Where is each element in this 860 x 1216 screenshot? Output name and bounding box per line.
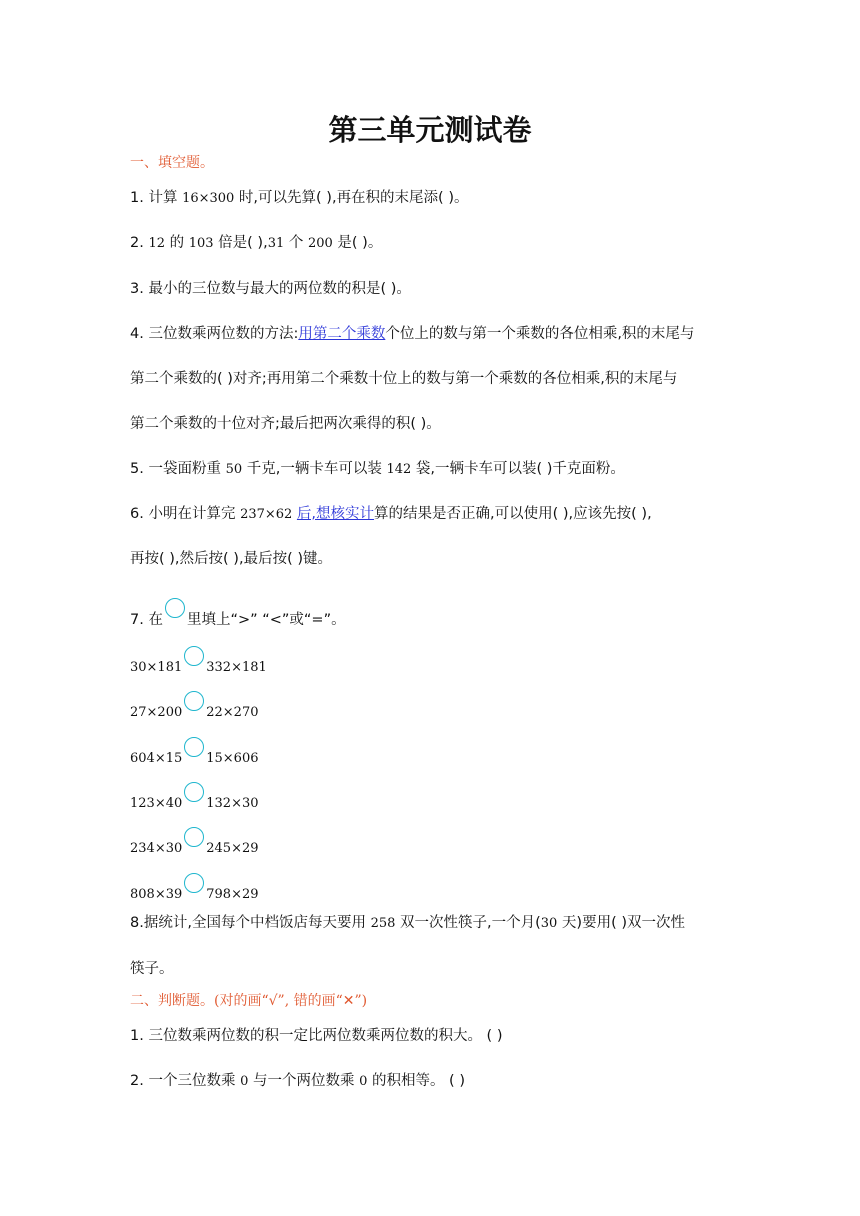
q2-text-i: 是( )。 bbox=[332, 235, 383, 251]
section-true-false: 二、判断题。(对的画“√”, 错的画“✕”) bbox=[130, 993, 368, 1009]
comparison-left: 234×30 bbox=[130, 841, 183, 856]
judge-2 bbox=[130, 1069, 465, 1090]
question-4 bbox=[130, 322, 694, 343]
comparison-left: 27×200 bbox=[130, 705, 183, 720]
q7-text-b: 里填上“>” “<”或“=”。 bbox=[186, 612, 346, 628]
q6-text-a: 6. 小明在计算完 bbox=[130, 506, 241, 522]
q8-text-c: 双一次性筷子,一个月( bbox=[395, 915, 541, 931]
q4-text-a: 4. 三位数乘两位数的方法: bbox=[130, 326, 299, 342]
comparison-right: 22×270 bbox=[206, 705, 259, 720]
q6-link[interactable]: 后,想核实计 bbox=[296, 506, 375, 522]
page-title: 第三单元测试卷 bbox=[328, 113, 532, 147]
q5-number-b: 50 bbox=[225, 462, 243, 477]
q6-number: 237×62 bbox=[240, 507, 293, 522]
comparison-left: 808×39 bbox=[130, 887, 183, 902]
q2-number-f: 31 bbox=[267, 236, 285, 251]
comparison-right: 132×30 bbox=[206, 796, 259, 811]
comparison-circle-blank[interactable] bbox=[184, 782, 204, 802]
section-fill-in: 一、填空题。 bbox=[130, 155, 214, 171]
j2-text-e: 的积相等。 ( ) bbox=[367, 1073, 465, 1089]
question-4-line-2: 第二个乘数的( )对齐;再用第二个乘数十位上的数与第一个乘数的各位相乘,积的末尾与 bbox=[130, 371, 678, 387]
comparison-circle-blank[interactable] bbox=[184, 646, 204, 666]
question-8 bbox=[130, 911, 685, 932]
comparison-right: 245×29 bbox=[206, 841, 259, 856]
comparison-row bbox=[130, 873, 259, 902]
judge-1: 1. 三位数乘两位数的积一定比两位数乘两位数的积大。 ( ) bbox=[130, 1028, 503, 1044]
q8-text-e: 天)要用( )双一次性 bbox=[557, 915, 686, 931]
q1-text-a: 1. 计算 bbox=[130, 190, 183, 206]
q5-text-c: 千克,一辆卡车可以装 bbox=[242, 461, 387, 477]
comparison-row bbox=[130, 646, 267, 675]
j2-text-a: 2. 一个三位数乘 bbox=[130, 1073, 241, 1089]
comparison-row bbox=[130, 737, 259, 766]
q2-number-d: 103 bbox=[188, 236, 214, 251]
q2-text-e: 倍是( ), bbox=[213, 235, 268, 251]
q5-text-e: 袋,一辆卡车可以装( )千克面粉。 bbox=[411, 461, 625, 477]
q2-text-a: 2. bbox=[130, 235, 149, 251]
q8-number-b: 258 bbox=[370, 916, 396, 931]
comparison-circle-blank[interactable] bbox=[184, 827, 204, 847]
q1-text-c: 时,可以先算( ),再在积的末尾添( )。 bbox=[234, 190, 469, 206]
q2-text-c: 的 bbox=[165, 235, 189, 251]
comparison-right: 798×29 bbox=[206, 887, 259, 902]
question-3: 3. 最小的三位数与最大的两位数的积是( )。 bbox=[130, 281, 411, 297]
comparison-circle-blank[interactable] bbox=[184, 873, 204, 893]
comparison-row bbox=[130, 691, 259, 720]
question-1 bbox=[130, 186, 469, 207]
question-8-line-2: 筷子。 bbox=[130, 961, 174, 977]
q5-text-a: 5. 一袋面粉重 bbox=[130, 461, 226, 477]
q7-text-a: 7. 在 bbox=[130, 612, 163, 628]
circle-blank-icon bbox=[165, 598, 185, 618]
q8-text-a: 8.据统计,全国每个中档饭店每天要用 bbox=[130, 915, 371, 931]
comparison-row bbox=[130, 782, 259, 811]
comparison-left: 30×181 bbox=[130, 660, 183, 675]
j2-text-c: 与一个两位数乘 bbox=[248, 1073, 360, 1089]
j2-number-d: 0 bbox=[359, 1074, 368, 1089]
q6-text-d: 算的结果是否正确,可以使用( ),应该先按( ), bbox=[374, 506, 652, 522]
comparison-left: 123×40 bbox=[130, 796, 183, 811]
comparison-row bbox=[130, 827, 259, 856]
comparison-circle-blank[interactable] bbox=[184, 737, 204, 757]
q4-link[interactable]: 用第二个乘数 bbox=[298, 326, 386, 342]
q2-number-h: 200 bbox=[307, 236, 333, 251]
comparison-right: 332×181 bbox=[206, 660, 267, 675]
q8-number-d: 30 bbox=[540, 916, 558, 931]
j2-number-b: 0 bbox=[240, 1074, 249, 1089]
question-5 bbox=[130, 457, 625, 478]
q1-number: 16×300 bbox=[182, 191, 235, 206]
comparison-right: 15×606 bbox=[206, 751, 259, 766]
question-7 bbox=[130, 598, 346, 629]
q5-number-d: 142 bbox=[386, 462, 412, 477]
q2-text-g: 个 bbox=[284, 235, 308, 251]
comparison-left: 604×15 bbox=[130, 751, 183, 766]
question-6-line-2: 再按( ),然后按( ),最后按( )键。 bbox=[130, 551, 332, 567]
comparison-circle-blank[interactable] bbox=[184, 691, 204, 711]
q2-number-b: 12 bbox=[148, 236, 165, 251]
question-6 bbox=[130, 502, 652, 523]
q4-text-b: 个位上的数与第一个乘数的各位相乘,积的末尾与 bbox=[385, 326, 695, 342]
question-2 bbox=[130, 231, 382, 252]
question-4-line-3: 第二个乘数的十位对齐;最后把两次乘得的积( )。 bbox=[130, 416, 441, 432]
